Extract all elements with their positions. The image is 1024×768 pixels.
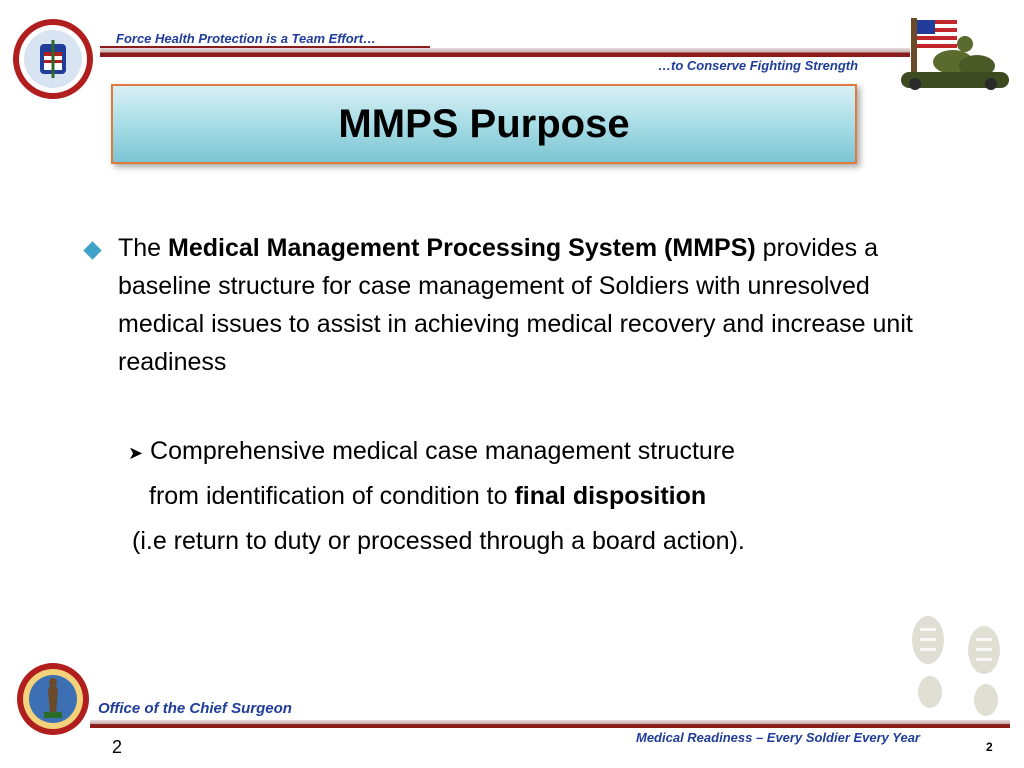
sub-bullet-line3: (i.e return to duty or processed through a board action).: [132, 527, 745, 555]
footer-page-number-right: 2: [986, 740, 993, 754]
arrow-bullet-icon: ➤: [128, 443, 144, 463]
sub-bullet-bold: final disposition: [514, 482, 707, 510]
main-bullet-rest: provides a baseline structure for case management of Soldiers with unresolved medical issues to assist in achieving medical recovery and increase unit readiness: [118, 234, 913, 376]
footer-office: Office of the Chief Surgeon: [98, 700, 292, 717]
army-national-guard-seal-icon: [16, 662, 90, 736]
footer-page-number-left: 2: [112, 737, 123, 757]
sub-bullet-line2: [149, 477, 706, 515]
main-bullet-lead: The: [118, 234, 169, 262]
slide-title-box: [111, 84, 857, 164]
flag-and-soldiers-icon: [895, 14, 1013, 94]
footer-rule: [90, 720, 1010, 728]
header-tagline-left: Force Health Protection is a Team Effort…: [116, 31, 377, 46]
header-rule: [100, 48, 910, 57]
sub-bullet-text2: from identification of condition to: [149, 482, 515, 510]
slide-title: MMPS Purpose: [338, 101, 630, 146]
main-bullet: [118, 229, 938, 381]
boot-prints-icon: [898, 612, 1016, 718]
footer-motto: Medical Readiness – Every Soldier Every Year: [636, 730, 920, 745]
medical-team-seal-icon: [12, 18, 94, 100]
diamond-bullet-icon: [83, 241, 101, 259]
sub-bullet-line1: [128, 432, 735, 472]
main-bullet-bold: Medical Management Processing System (MMPS): [168, 234, 756, 262]
header-tagline-right: …to Conserve Fighting Strength: [658, 58, 859, 73]
sub-bullet-text1: Comprehensive medical case management structure: [150, 437, 736, 465]
